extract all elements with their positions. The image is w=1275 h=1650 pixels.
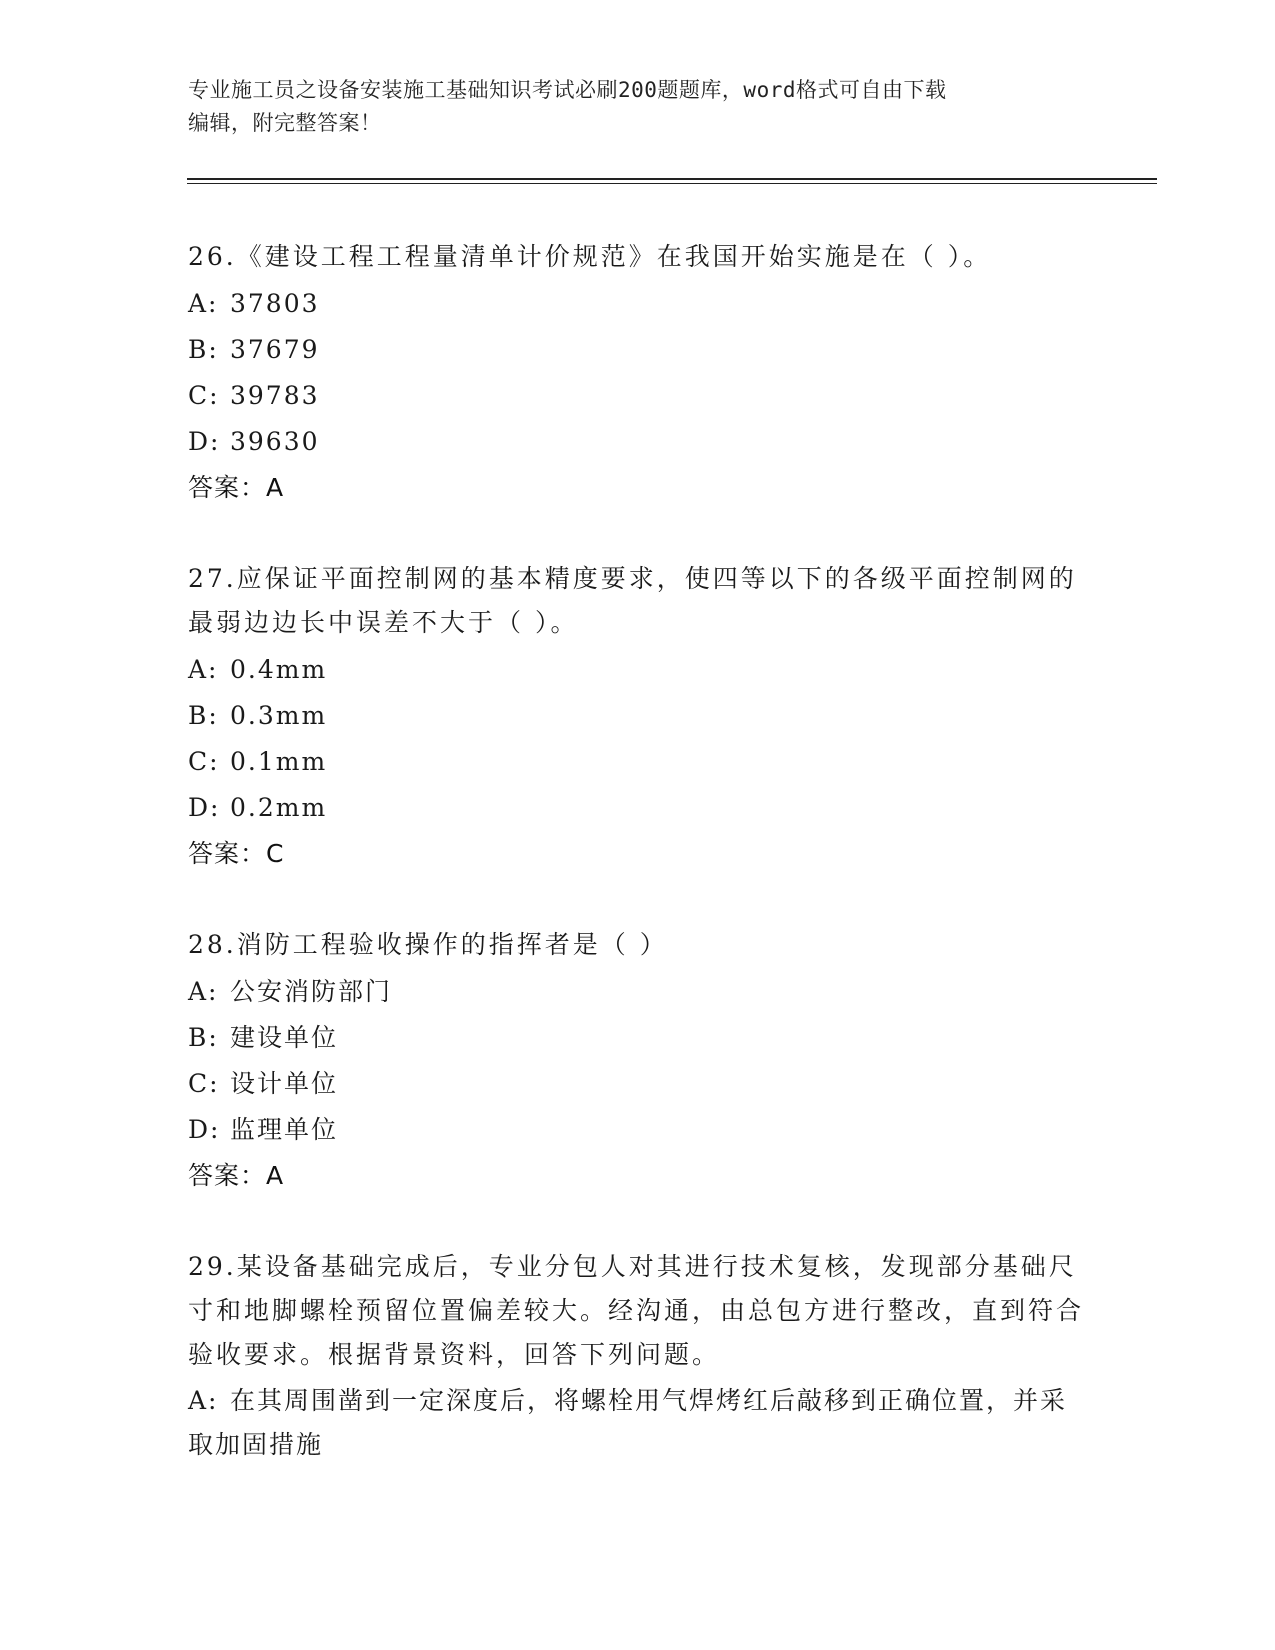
header-line-1: 专业施工员之设备安装施工基础知识考试必刷200题题库，word格式可自由下载 xyxy=(188,78,947,102)
option-text: 37803 xyxy=(230,289,320,318)
option-b xyxy=(188,327,1088,373)
option-text: 0.3mm xyxy=(230,701,328,730)
option-text: 在其周围凿到一定深度后，将螺栓用气焊烤红后敲移到正确位置，并采取加固措施 xyxy=(188,1386,1068,1459)
option-key: C: xyxy=(188,381,220,410)
question-29 xyxy=(188,1245,1088,1467)
option-key: B: xyxy=(188,1023,219,1052)
question-list xyxy=(188,235,1088,1513)
option-key: B: xyxy=(188,701,219,730)
option-text: 0.2mm xyxy=(230,793,328,822)
option-c xyxy=(188,373,1088,419)
question-27 xyxy=(188,557,1088,877)
option-key: C: xyxy=(188,1069,220,1098)
option-c xyxy=(188,739,1088,785)
question-stem: 28.消防工程验收操作的指挥者是（ ） xyxy=(188,930,668,959)
option-b xyxy=(188,693,1088,739)
answer-label: 答案：A xyxy=(188,1161,285,1190)
option-b xyxy=(188,1015,1088,1061)
option-a xyxy=(188,281,1088,327)
option-a xyxy=(188,1379,1088,1467)
option-text: 监理单位 xyxy=(230,1115,339,1144)
option-d xyxy=(188,785,1088,831)
option-text: 39783 xyxy=(230,381,320,410)
option-a xyxy=(188,969,1088,1015)
header-line-2: 编辑，附完整答案！ xyxy=(188,111,382,135)
option-key: A: xyxy=(188,977,219,1006)
question-28 xyxy=(188,923,1088,1199)
option-key: A: xyxy=(188,1386,219,1415)
answer-label: 答案：A xyxy=(188,473,285,502)
header-divider-thin xyxy=(187,183,1157,184)
document-header xyxy=(188,74,1068,140)
header-divider-thick xyxy=(187,178,1157,180)
question-stem: 29.某设备基础完成后，专业分包人对其进行技术复核，发现部分基础尺寸和地脚螺栓预留位置偏差较大。经沟通，由总包方进行整改，直到符合验收要求。根据背景资料，回答下列问题。 xyxy=(188,1252,1085,1369)
question-stem: 26.《建设工程工程量清单计价规范》在我国开始实施是在（ ）。 xyxy=(188,242,992,271)
option-text: 0.4mm xyxy=(230,655,328,684)
option-d xyxy=(188,1107,1088,1153)
option-text: 公安消防部门 xyxy=(230,977,393,1006)
option-text: 设计单位 xyxy=(230,1069,339,1098)
option-key: C: xyxy=(188,747,220,776)
option-d xyxy=(188,419,1088,465)
option-text: 39630 xyxy=(230,427,320,456)
answer-label: 答案：C xyxy=(188,839,285,868)
option-key: A: xyxy=(188,289,219,318)
option-text: 0.1mm xyxy=(230,747,328,776)
option-text: 37679 xyxy=(230,335,320,364)
option-key: A: xyxy=(188,655,219,684)
option-key: D: xyxy=(188,427,221,456)
option-text: 建设单位 xyxy=(230,1023,339,1052)
option-key: D: xyxy=(188,1115,221,1144)
option-key: D: xyxy=(188,793,221,822)
option-key: B: xyxy=(188,335,219,364)
question-26 xyxy=(188,235,1088,511)
question-stem: 27.应保证平面控制网的基本精度要求，使四等以下的各级平面控制网的最弱边边长中误差不大于（ ）。 xyxy=(188,564,1077,637)
option-c xyxy=(188,1061,1088,1107)
option-a xyxy=(188,647,1088,693)
